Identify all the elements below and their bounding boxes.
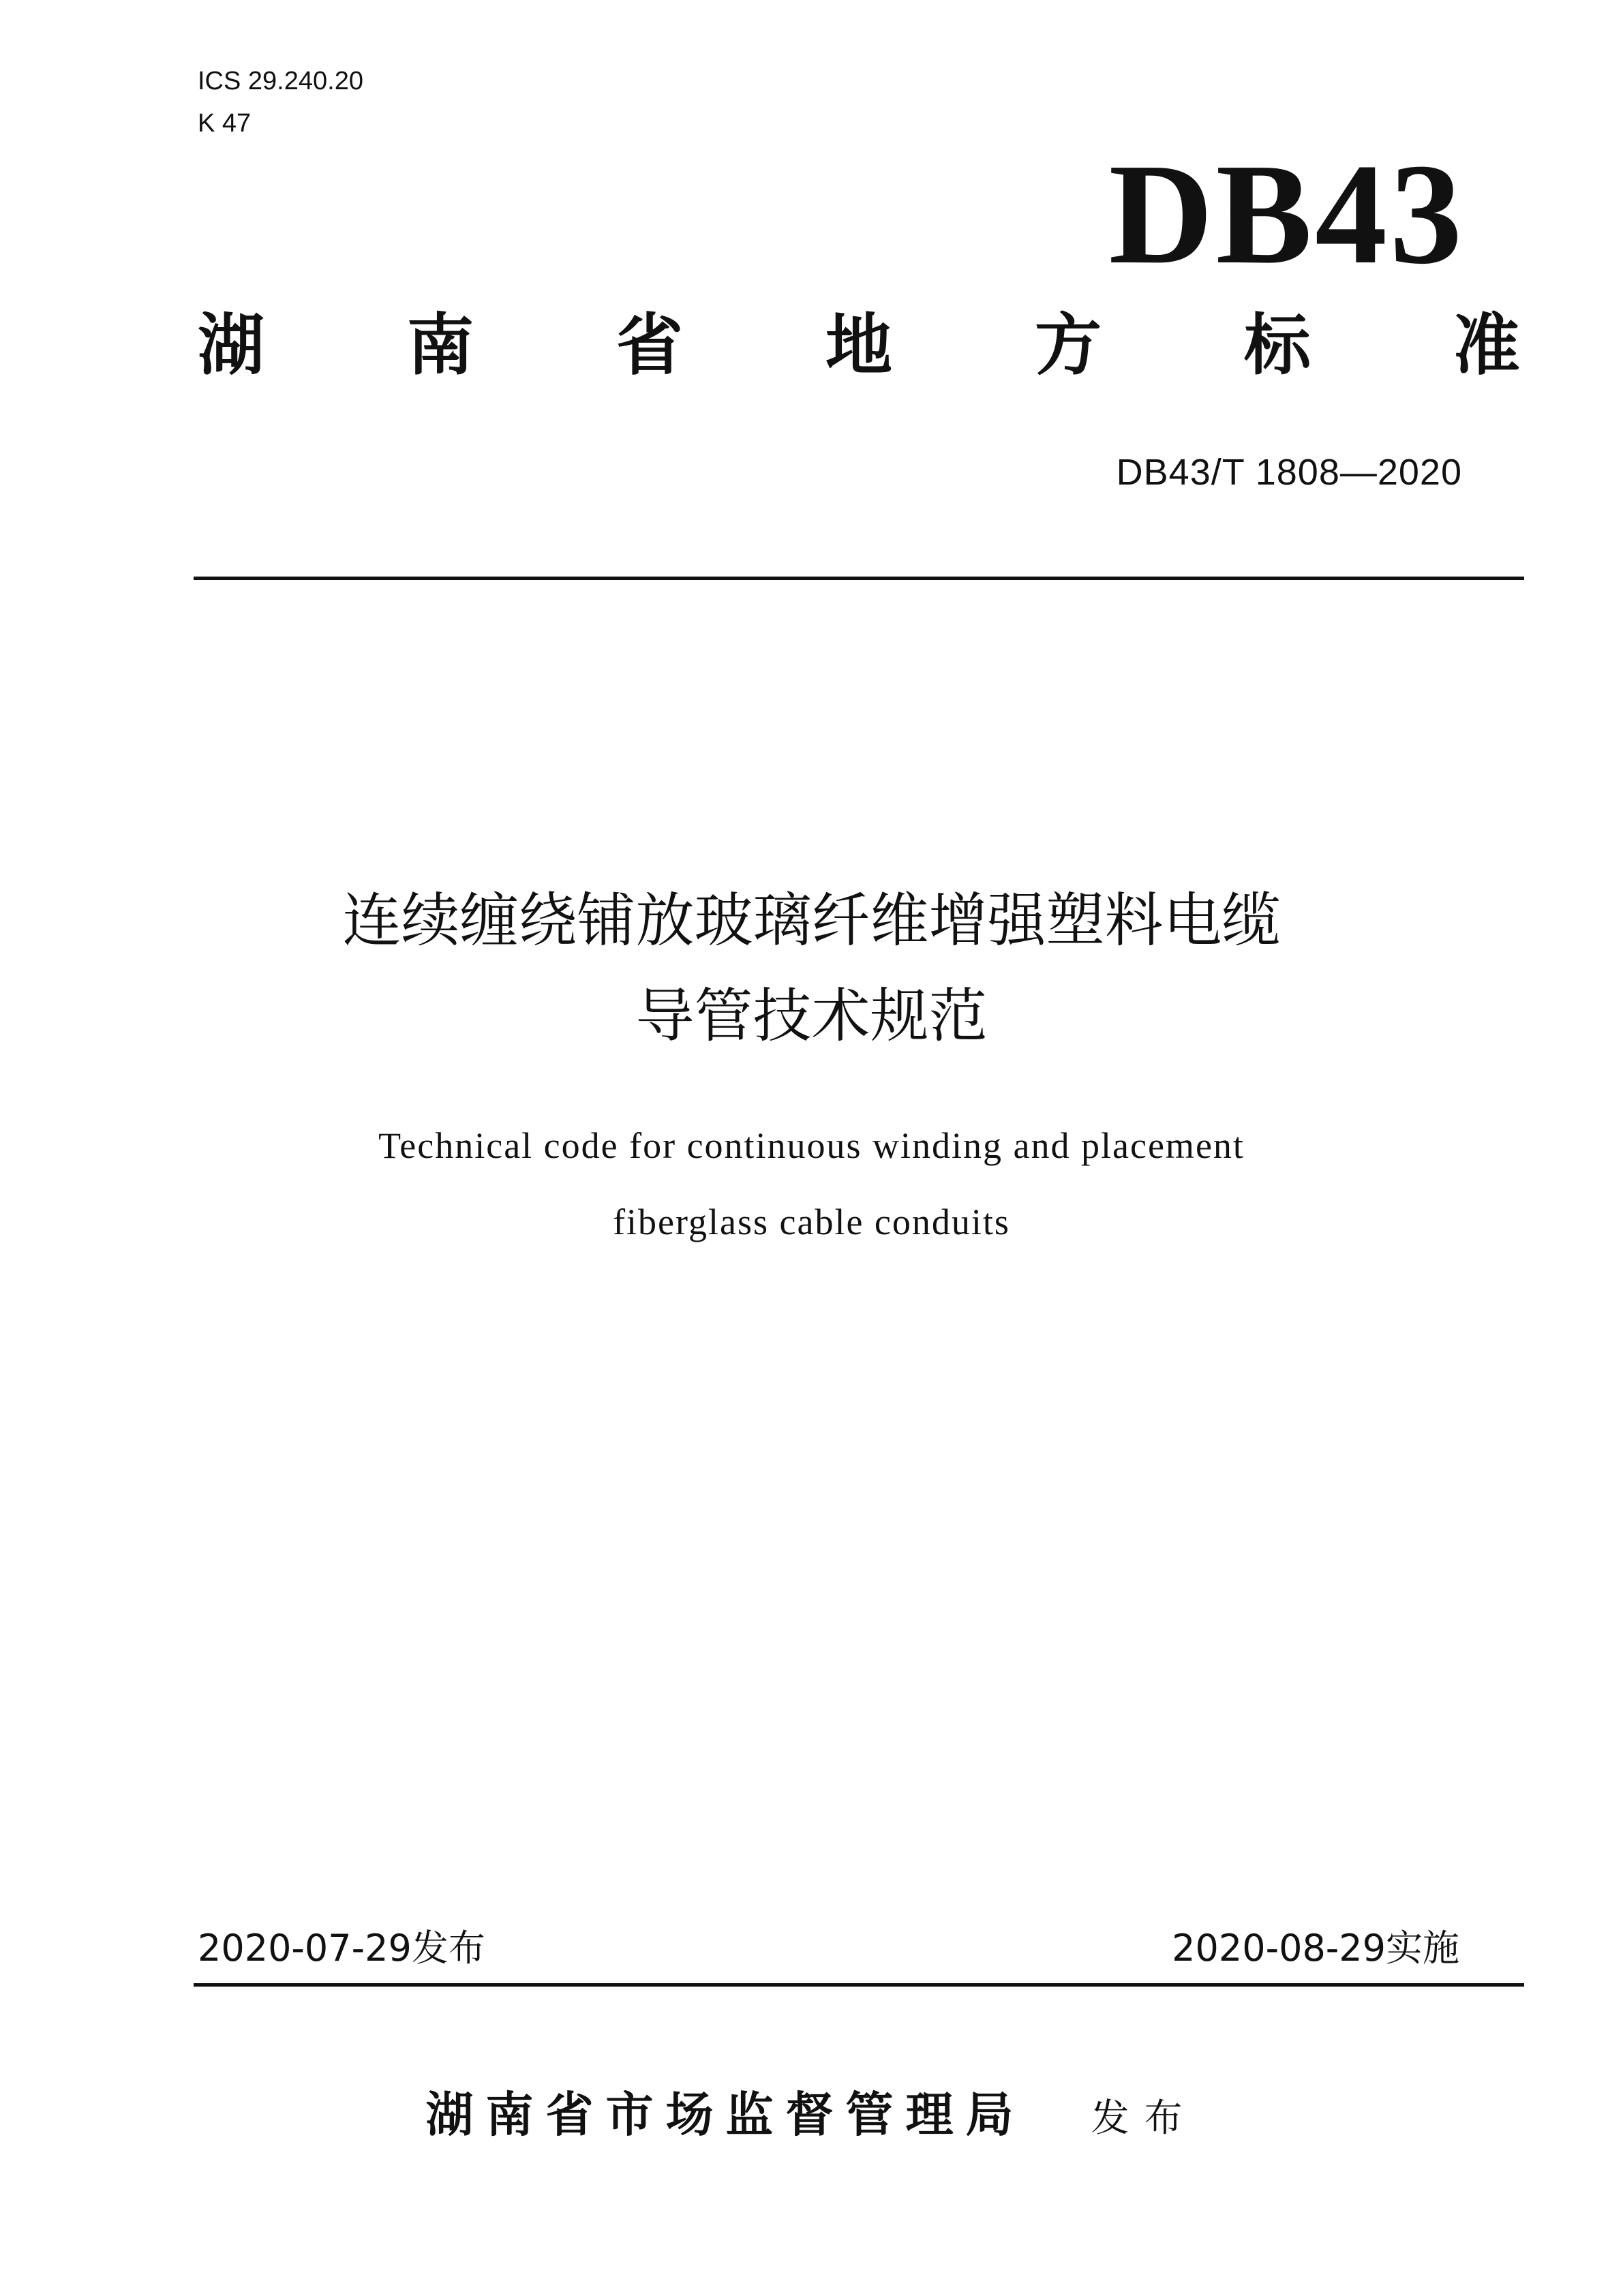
ics-code: ICS 29.240.20 bbox=[198, 67, 363, 95]
title-en-line-2: fiberglass cable conduits bbox=[613, 1201, 1010, 1242]
ccs-code: K 47 bbox=[198, 109, 252, 138]
standard-type bbox=[198, 307, 1520, 384]
title-cn-line-1: 连续缠绕铺放玻璃纤维增强塑料电缆 bbox=[342, 887, 1281, 955]
title-cn-line-2: 导管技术规范 bbox=[635, 982, 988, 1050]
standard-type-char: 省 bbox=[616, 307, 683, 384]
db-mark: DB43 bbox=[1108, 134, 1465, 294]
title-en-line-1: Technical code for continuous winding and placement bbox=[378, 1125, 1245, 1166]
implementation-date: 2020-08-29实施 bbox=[1172, 1927, 1459, 1970]
issuer bbox=[0, 2087, 1623, 2143]
issue-date: 2020-07-29发布 bbox=[198, 1927, 485, 1970]
issuer-name: 湖南省市场监督管理局 bbox=[425, 2087, 1026, 2143]
top-divider bbox=[194, 577, 1524, 580]
standard-type-char: 地 bbox=[825, 307, 892, 384]
standard-type-char: 南 bbox=[406, 307, 474, 384]
standard-number: DB43/T 1808—2020 bbox=[1116, 452, 1462, 493]
standard-type-char: 准 bbox=[1453, 307, 1520, 384]
issuer-action: 发布 bbox=[1091, 2096, 1198, 2141]
bottom-divider bbox=[194, 1983, 1524, 1987]
standard-type-char: 湖 bbox=[198, 307, 265, 384]
standard-type-char: 方 bbox=[1034, 307, 1102, 384]
standard-type-char: 标 bbox=[1243, 307, 1311, 384]
